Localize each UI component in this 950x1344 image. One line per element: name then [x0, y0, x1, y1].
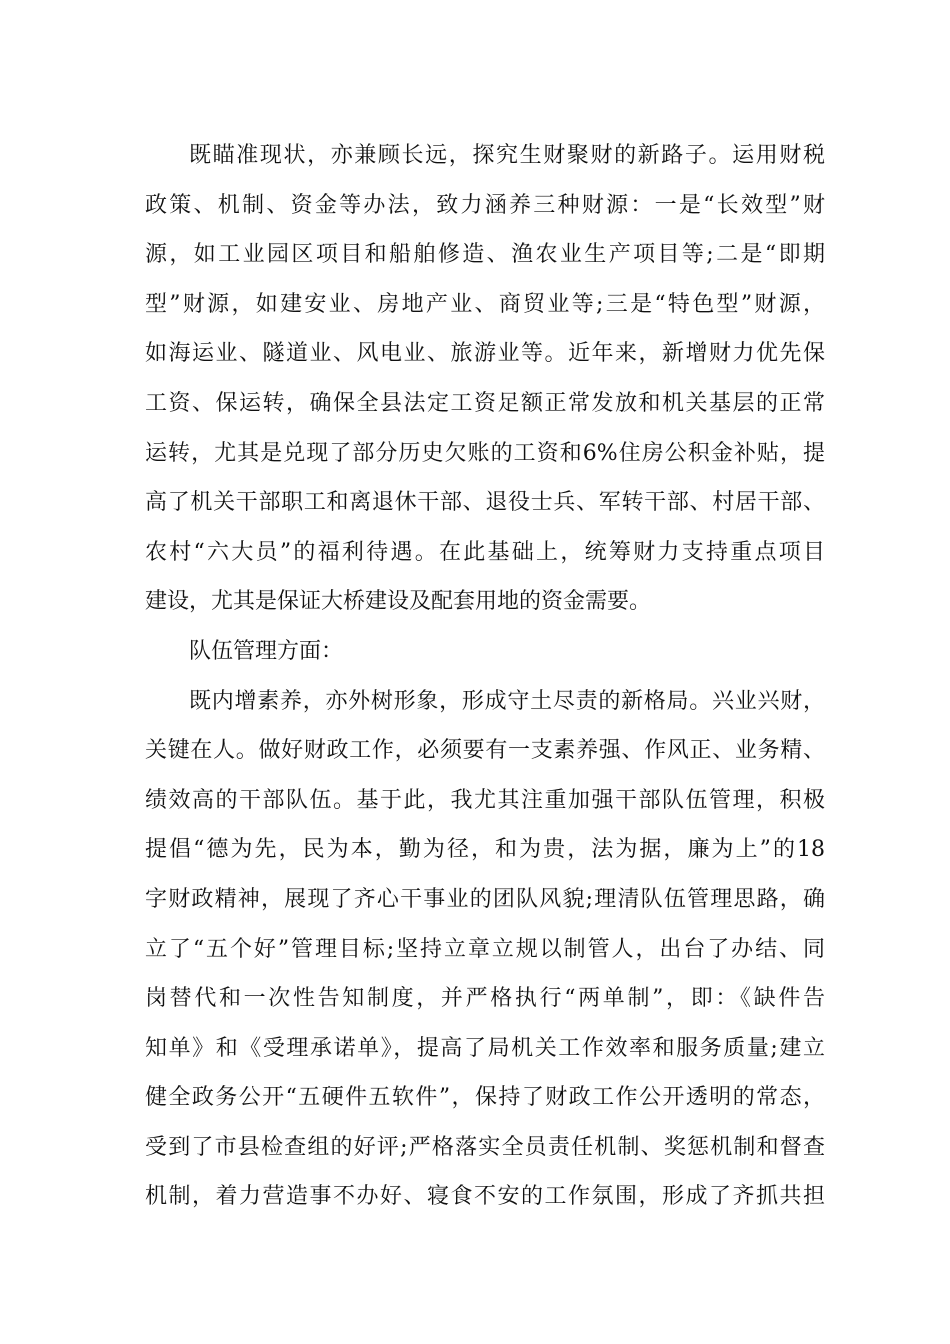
text-line: 字财政精神，展现了齐心干事业的团队风貌;理清队伍管理思路，确: [145, 886, 825, 912]
text-line: 机制，着力营造事不办好、寝食不安的工作氛围，形成了齐抓共担: [145, 1184, 825, 1210]
text-line: 既瞄准现状，亦兼顾长远，探究生财聚财的新路子。运用财税: [189, 143, 825, 168]
text-line: 源，如工业园区项目和船舶修造、渔农业生产项目等;二是“即期: [145, 242, 825, 268]
text-line: 运转，尤其是兑现了部分历史欠账的工资和6%住房公积金补贴，提: [145, 440, 825, 466]
text-line: 提倡“德为先，民为本，勤为径，和为贵，法为据，廉为上”的18: [145, 837, 825, 863]
paragraph: [145, 627, 825, 677]
text-line: 工资、保运转，确保全县法定工资足额正常发放和机关基层的正常: [145, 390, 825, 416]
text-line: 岗替代和一次性告知制度，并严格执行“两单制”，即：《缺件告: [145, 986, 825, 1012]
text-line: 农村“六大员”的福利待遇。在此基础上，统筹财力支持重点项目: [145, 539, 825, 565]
text-line: 立了“五个好”管理目标;坚持立章立规以制管人，出台了办结、同: [145, 936, 825, 962]
paragraph: [145, 131, 825, 627]
text-line: 知单》和《受理承诺单》，提高了局机关工作效率和服务质量;建立: [145, 1035, 825, 1061]
text-line: 高了机关干部职工和离退休干部、退役士兵、军转干部、村居干部、: [145, 490, 825, 516]
text-line: 绩效高的干部队伍。基于此，我尤其注重加强干部队伍管理，积极: [145, 787, 825, 813]
text-line: 关键在人。做好财政工作，必须要有一支素养强、作风正、业务精、: [145, 738, 825, 764]
text-line: 如海运业、隧道业、风电业、旅游业等。近年来，新增财力优先保: [145, 341, 825, 367]
text-line: 受到了市县检查组的好评;严格落实全员责任机制、奖惩机制和督查: [145, 1134, 825, 1160]
text-line: 队伍管理方面：: [189, 638, 344, 664]
paragraph: [145, 677, 825, 1223]
text-line: 既内增素养，亦外树形象，形成守土尽责的新格局。兴业兴财，: [189, 688, 825, 714]
text-line: 建设，尤其是保证大桥建设及配套用地的资金需要。: [145, 589, 652, 615]
document-body: [145, 131, 825, 1222]
text-line: 政策、机制、资金等办法，致力涵养三种财源：一是“长效型”财: [145, 192, 825, 218]
text-line: 型”财源，如建安业、房地产业、商贸业等;三是“特色型”财源，: [145, 291, 825, 317]
text-line: 健全政务公开“五硬件五软件”，保持了财政工作公开透明的常态，: [145, 1085, 825, 1111]
